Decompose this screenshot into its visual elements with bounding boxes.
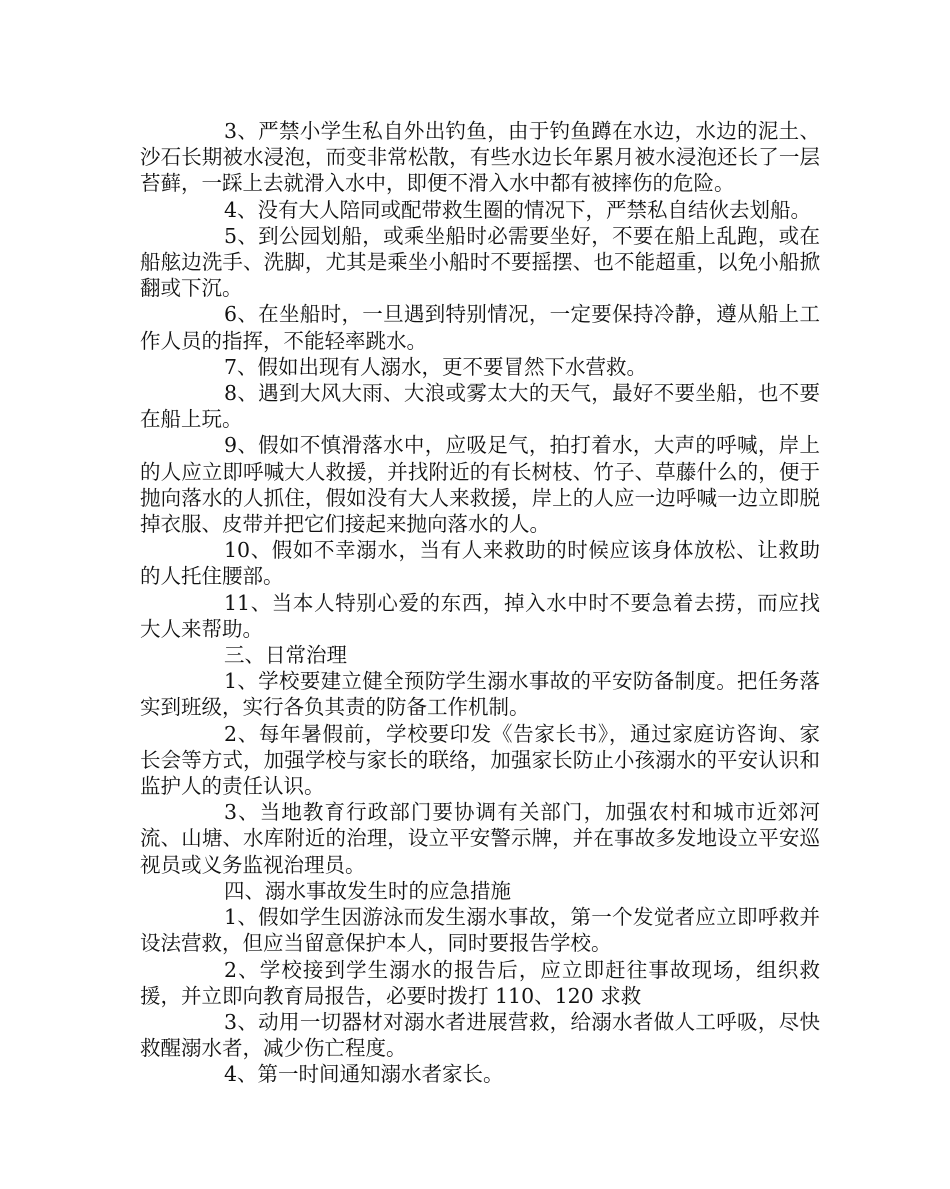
paragraph-rule-7-no-rash-rescue: 7、假如出现有人溺水，更不要冒然下水营救。 <box>224 354 648 379</box>
paragraph-rule-9-falling-in-water: 9、假如不慎滑落水中，应吸足气，拍打着水，大声的呼喊，岸上的人应立即呼喊大人救援，并找附近的有长树枝、竹子、草藤什么的，便于抛向落水的人抓住，假如没有大人来救援，岸上的人应一边呼喊一边立即脱掉衣服、皮带并把它们接起来抛向落水的人。 <box>140 433 820 537</box>
paragraph-management-3: 3、当地教育行政部门要协调有关部门，加强农村和城市近郊河流、山塘、水库附近的治理，设立平安警示牌，并在事故多发地设立平安巡视员或义务监视治理员。 <box>140 800 820 877</box>
paragraph-emergency-4: 4、第一时间通知溺水者家长。 <box>224 1062 504 1087</box>
paragraph-emergency-2: 2、学校接到学生溺水的报告后，应立即赶往事故现场，组织救援，并立即向教育局报告，必要时拨打 110、120 求救 <box>140 957 820 1008</box>
paragraph-management-1: 1、学校要建立健全预防学生溺水事故的平安防备制度。把任务落实到班级，实行各负其责的防备工作机制。 <box>140 669 820 720</box>
paragraph-rule-6-emergency-on-boat: 6、在坐船时，一旦遇到特别情况，一定要保持冷静，遵从船上工作人员的指挥，不能轻率跳水。 <box>140 302 820 353</box>
paragraph-rule-3-fishing: 3、严禁小学生私自外出钓鱼，由于钓鱼蹲在水边，水边的泥土、沙石长期被水浸泡，而变非常松散，有些水边长年累月被水浸泡还长了一层苔藓，一踩上去就滑入水中，即便不滑入水中都有被摔伤的危险。 <box>140 119 820 196</box>
paragraph-management-2: 2、每年暑假前，学校要印发《告家长书》，通过家庭访咨询、家长会等方式，加强学校与家长的联络，加强家长防止小孩溺水的平安认识和监护人的责任认识。 <box>140 721 820 799</box>
document-page <box>140 118 820 1088</box>
paragraph-rule-11-lost-items: 11、当本人特别心爱的东西，掉入水中时不要急着去捞，而应找大人来帮助。 <box>140 590 820 641</box>
paragraph-rule-5-park-boating: 5、到公园划船，或乘坐船时必需要坐好，不要在船上乱跑，或在船舷边洗手、洗脚，尤其是乘坐小船时不要摇摆、也不能超重，以免小船掀翻或下沉。 <box>140 223 820 301</box>
section-heading-emergency-measures: 四、溺水事故发生时的应急措施 <box>224 878 511 903</box>
paragraph-rule-8-bad-weather: 8、遇到大风大雨、大浪或雾太大的天气，最好不要坐船，也不要在船上玩。 <box>140 381 820 432</box>
paragraph-emergency-1: 1、假如学生因游泳而发生溺水事故，第一个发觉者应立即呼救并设法营救，但应当留意保护本人，同时要报告学校。 <box>140 905 820 956</box>
paragraph-emergency-3: 3、动用一切器材对溺水者进展营救，给溺水者做人工呼吸，尽快救醒溺水者，减少伤亡程度。 <box>140 1009 820 1061</box>
paragraph-rule-4-boating-alone: 4、没有大人陪同或配带救生圈的情况下，严禁私自结伙去划船。 <box>224 197 812 222</box>
section-heading-daily-management: 三、日常治理 <box>224 643 347 668</box>
paragraph-rule-10-drowning: 10、假如不幸溺水，当有人来救助的时候应该身体放松、让救助的人托住腰部。 <box>140 538 820 589</box>
